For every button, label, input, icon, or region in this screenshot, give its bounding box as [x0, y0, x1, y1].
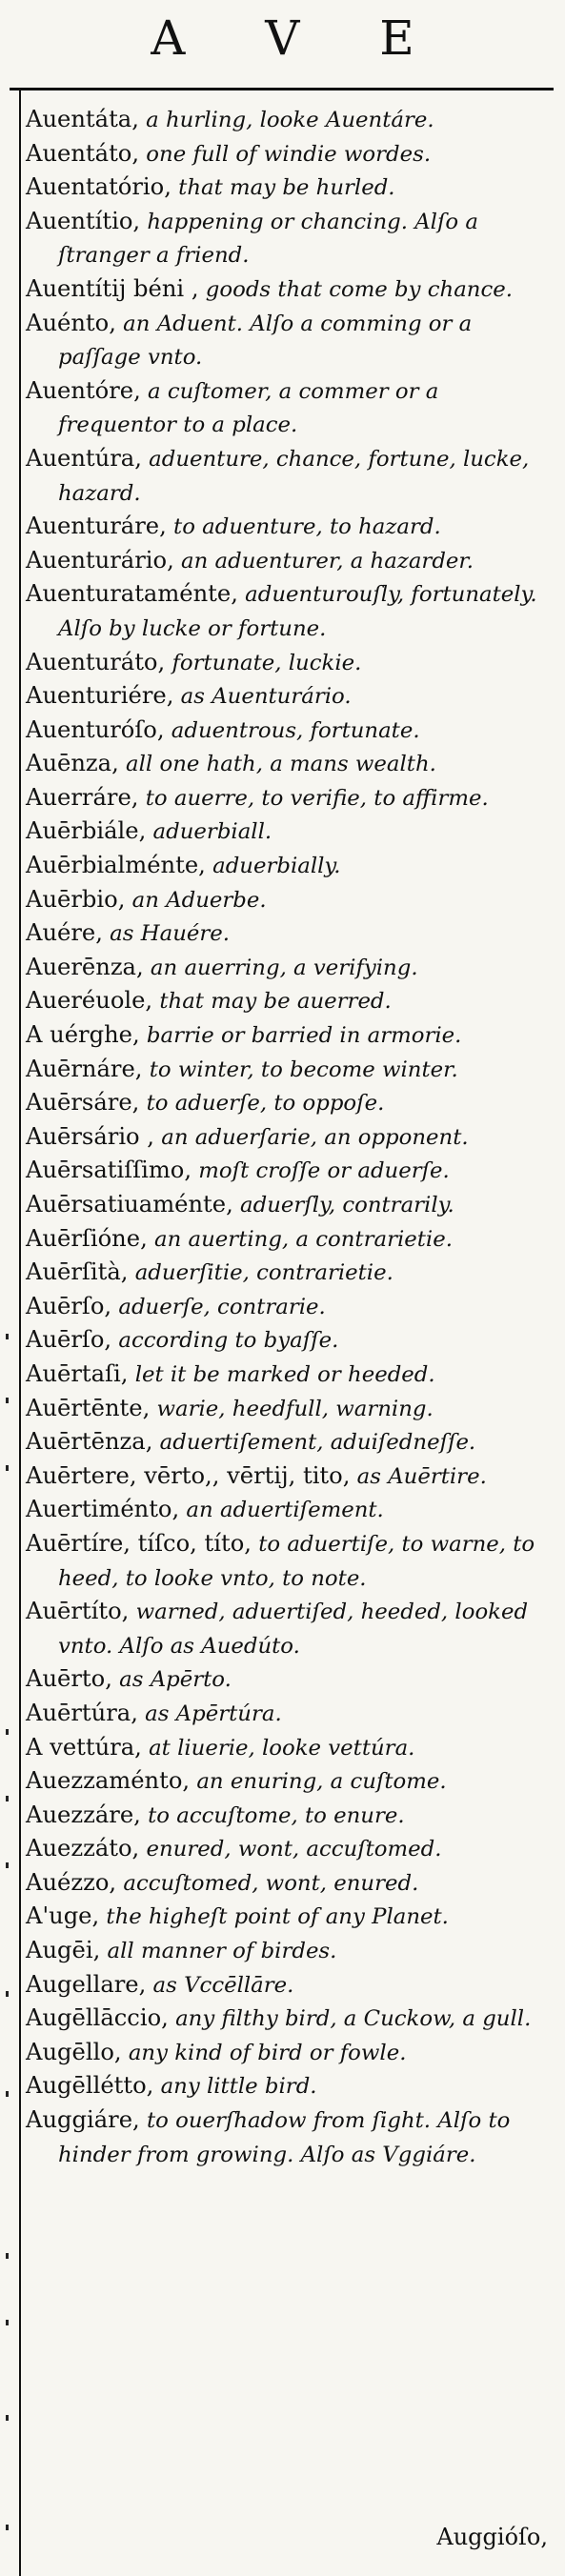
- headword: Auērſo,: [26, 1326, 112, 1354]
- dictionary-entry: [26, 442, 555, 510]
- dictionary-entry: [26, 747, 555, 781]
- headword: Auērbialménte,: [26, 852, 206, 879]
- dictionary-entry: [26, 1968, 555, 2002]
- headword: Auērsatiſſimo,: [26, 1157, 192, 1184]
- headword: Auentítij béni ,: [26, 274, 199, 302]
- headword: Auentáto,: [26, 139, 140, 167]
- headword: Augēllāccio,: [26, 2004, 169, 2032]
- definition: aduerbiall.: [146, 819, 272, 845]
- headword: Auērtúra,: [26, 1699, 138, 1726]
- definition: to winter, to become winter.: [142, 1057, 458, 1082]
- headword: Auezzáto,: [26, 1835, 140, 1862]
- dictionary-entry: [26, 781, 555, 815]
- definition: any little bird.: [153, 2074, 317, 2100]
- dictionary-entry: [26, 1425, 555, 1459]
- definition: aduenturouſly, fortunately. Alſo by lucke or fortune.: [58, 582, 537, 641]
- dictionary-entry: [26, 1527, 555, 1595]
- page-header: [0, 0, 565, 91]
- dictionary-entry: [26, 2103, 555, 2171]
- definition: to aduertiſe, to warne, to heed, to looke vnto, to note.: [58, 1531, 535, 1591]
- definition: an auerring, a verifying.: [143, 955, 418, 980]
- definition: aduertiſement, aduiſedneſſe.: [152, 1430, 476, 1456]
- dictionary-entry: [26, 544, 555, 578]
- definition: aduerſly, contrarily.: [232, 1193, 454, 1218]
- dictionary-entry: [26, 1697, 555, 1731]
- dictionary-entry: [26, 205, 555, 272]
- definition: aduerſitie, contrarietie.: [128, 1260, 393, 1286]
- definition: as Auenturário.: [173, 684, 352, 710]
- headword: Augellare,: [26, 1970, 147, 1998]
- dictionary-entry: [26, 1256, 555, 1290]
- definition: the higheſt point of any Planet.: [99, 1904, 449, 1930]
- definition: as Vccēllāre.: [146, 1972, 294, 1998]
- dictionary-entry: [26, 307, 555, 374]
- dictionary-entry: [26, 1764, 555, 1799]
- definition: an aduerſarie, an opponent.: [154, 1124, 469, 1150]
- headword: Auērſo,: [26, 1292, 112, 1319]
- dictionary-entry: [26, 646, 555, 680]
- definition: warned, aduertiſed, heeded, looked vnto. Alſo as Auedúto.: [58, 1600, 529, 1659]
- headword: Auenturataménte,: [26, 580, 238, 608]
- headword: Auērsatiuaménte,: [26, 1191, 233, 1218]
- headword: A'uge,: [26, 1902, 100, 1930]
- headword: Auggiáre,: [26, 2106, 140, 2134]
- dictionary-entry: [26, 2069, 555, 2103]
- dictionary-entry: [26, 577, 555, 645]
- dictionary-entry: [26, 1154, 555, 1188]
- definition: a hurling, looke Auentáre.: [138, 108, 434, 132]
- dictionary-entry: [26, 1866, 555, 1901]
- definition: moſt croſſe or aduerſe.: [192, 1158, 450, 1184]
- definition: that may be auerred.: [152, 989, 392, 1015]
- definition: that may be hurled.: [171, 175, 395, 201]
- dictionary-entry: [26, 1900, 555, 1934]
- dictionary-entry: [26, 1222, 555, 1257]
- definition: to aduerſe, to oppoſe.: [139, 1091, 385, 1117]
- definition: as Auērtire.: [350, 1463, 487, 1489]
- dictionary-entry: [26, 1731, 555, 1765]
- definition: any filthy bird, a Cuckow, a gull.: [168, 2006, 532, 2032]
- dictionary-entry: [26, 1358, 555, 1392]
- definition: aduenture, chance, fortune, lucke, hazard.: [58, 446, 530, 506]
- dictionary-entry: [26, 883, 555, 917]
- headword: Auenturiére,: [26, 682, 174, 710]
- definition: to accuſtome, to enure.: [140, 1802, 405, 1828]
- headword: Auenturáre,: [26, 513, 167, 540]
- definition: accuſtomed, wont, enured.: [116, 1870, 419, 1896]
- definition: aduerſe, contrarie.: [111, 1294, 326, 1319]
- dictionary-entry: [26, 1459, 555, 1494]
- definition: all manner of birdes.: [100, 1939, 337, 1964]
- dictionary-entry: [26, 1290, 555, 1324]
- headword: Auērsário ,: [26, 1122, 154, 1150]
- headword: Auērnáre,: [26, 1055, 143, 1082]
- dictionary-entry: [26, 984, 555, 1018]
- definition: as Hauére.: [102, 921, 231, 947]
- dictionary-entries: [26, 103, 555, 2171]
- headword: Auerráre,: [26, 783, 139, 811]
- headword: Auērbiále,: [26, 817, 147, 845]
- definition: barrie or barried in armorie.: [139, 1023, 462, 1049]
- definition: at liuerie, looke vettúra.: [141, 1735, 415, 1761]
- definition: to auerre, to verifie, to affirme.: [138, 785, 489, 811]
- headword: Auērsáre,: [26, 1089, 140, 1117]
- definition: an aduenturer, a hazarder.: [173, 548, 474, 574]
- headword: Augēllétto,: [26, 2072, 154, 2100]
- headword: Auērtere, vērto,, vērtij, tito,: [26, 1461, 351, 1489]
- definition: warie, heedfull, warning.: [150, 1396, 434, 1421]
- dictionary-entry: [26, 1086, 555, 1120]
- margin-fragments: [0, 91, 19, 2576]
- definition: to ouerſhadow from ſight. Alſo to hinder from growing. Alſo as Vggiáre.: [58, 2108, 511, 2167]
- headword: Auērſióne,: [26, 1224, 148, 1252]
- headword: Auērtíto,: [26, 1598, 130, 1625]
- headword: A vettúra,: [26, 1733, 142, 1761]
- column-rule: [19, 91, 21, 2576]
- definition: an aduertiſement.: [179, 1498, 384, 1523]
- definition: enured, wont, accuſtomed.: [139, 1837, 442, 1862]
- definition: according to byaſſe.: [111, 1328, 339, 1354]
- definition: as Apērtúra.: [137, 1701, 282, 1726]
- dictionary-entry: [26, 1595, 555, 1662]
- dictionary-entry: [26, 272, 555, 307]
- headword: Auērto,: [26, 1665, 112, 1693]
- headword: Auentáta,: [26, 106, 139, 132]
- header-rule: [10, 88, 554, 91]
- running-head: A V E: [151, 10, 447, 66]
- dictionary-entry: [26, 1662, 555, 1697]
- definition: an Aduerbe.: [125, 887, 267, 913]
- definition: goods that come by chance.: [198, 276, 513, 302]
- dictionary-entry: [26, 374, 555, 442]
- headword: Auezzáre,: [26, 1801, 141, 1828]
- definition: as Apērto.: [111, 1667, 232, 1693]
- headword: Auērtēnte,: [26, 1394, 151, 1421]
- dictionary-entry: [26, 1934, 555, 1968]
- dictionary-entry: [26, 2002, 555, 2036]
- definition: an Aduent. Alſo a comming or a paſſage vnto.: [58, 311, 473, 371]
- definition: aduerbially.: [205, 854, 341, 879]
- dictionary-entry: [26, 1392, 555, 1426]
- headword: Auenturário,: [26, 546, 174, 574]
- dictionary-entry: [26, 815, 555, 849]
- dictionary-entry: [26, 1120, 555, 1155]
- dictionary-entry: [26, 1799, 555, 1833]
- headword: Auērtíre, tíſco, títo,: [26, 1529, 252, 1557]
- headword: Auēnza,: [26, 750, 119, 777]
- dictionary-entry: [26, 1188, 555, 1222]
- dictionary-entry: [26, 1832, 555, 1866]
- headword: Auentúra,: [26, 444, 142, 472]
- definition: fortunate, luckie.: [165, 650, 362, 675]
- definition: an auerting, a contrarietie.: [147, 1226, 453, 1252]
- definition: one full of windie wordes.: [139, 141, 432, 167]
- definition: to aduenture, to hazard.: [166, 514, 441, 540]
- definition: any kind of bird or fowle.: [121, 2040, 407, 2065]
- dictionary-entry: [26, 171, 555, 205]
- headword: Augēllo,: [26, 2038, 122, 2065]
- dictionary-entry: [26, 1323, 555, 1358]
- dictionary-entry: [26, 916, 555, 951]
- headword: Auērtēnza,: [26, 1428, 153, 1456]
- dictionary-entry: [26, 714, 555, 748]
- headword: Auerēnza,: [26, 953, 144, 980]
- headword: Auére,: [26, 919, 103, 947]
- dictionary-entry: [26, 951, 555, 985]
- headword: Auērſità,: [26, 1258, 129, 1286]
- definition: all one hath, a mans wealth.: [118, 752, 436, 777]
- headword: Auērbio,: [26, 885, 126, 913]
- dictionary-entry: [26, 1493, 555, 1527]
- definition: let it be marked or heeded.: [128, 1361, 435, 1387]
- headword: Auénto,: [26, 309, 116, 336]
- headword: Auentítio,: [26, 207, 141, 234]
- headword: Auenturáto,: [26, 648, 166, 675]
- dictionary-entry: [26, 1018, 555, 1053]
- dictionary-entry: [26, 137, 555, 171]
- dictionary-entry: [26, 679, 555, 714]
- headword: Auentatório,: [26, 173, 172, 201]
- headword: Auezzaménto,: [26, 1767, 191, 1795]
- headword: Auenturóſo,: [26, 715, 165, 743]
- definition: an enuring, a cuſtome.: [190, 1769, 447, 1795]
- headword: Aueréuole,: [26, 987, 153, 1015]
- headword: Auertiménto,: [26, 1496, 180, 1523]
- headword: Augēi,: [26, 1937, 101, 1964]
- catchword: Auggióſo,: [436, 2524, 548, 2550]
- dictionary-entry: [26, 849, 555, 883]
- headword: A uérghe,: [26, 1021, 140, 1049]
- dictionary-entry: [26, 103, 555, 137]
- headword: Auézzo,: [26, 1868, 117, 1896]
- dictionary-entry: [26, 2036, 555, 2070]
- dictionary-entry: [26, 510, 555, 544]
- dictionary-entry: [26, 1053, 555, 1087]
- definition: aduentrous, fortunate.: [164, 717, 420, 743]
- definition: a cuſtomer, a commer or a frequentor to a place.: [58, 378, 439, 438]
- headword: Auentóre,: [26, 376, 141, 404]
- headword: Auērtaſi,: [26, 1359, 129, 1387]
- definition: happening or chancing. Alſo a ſtranger a friend.: [58, 209, 478, 269]
